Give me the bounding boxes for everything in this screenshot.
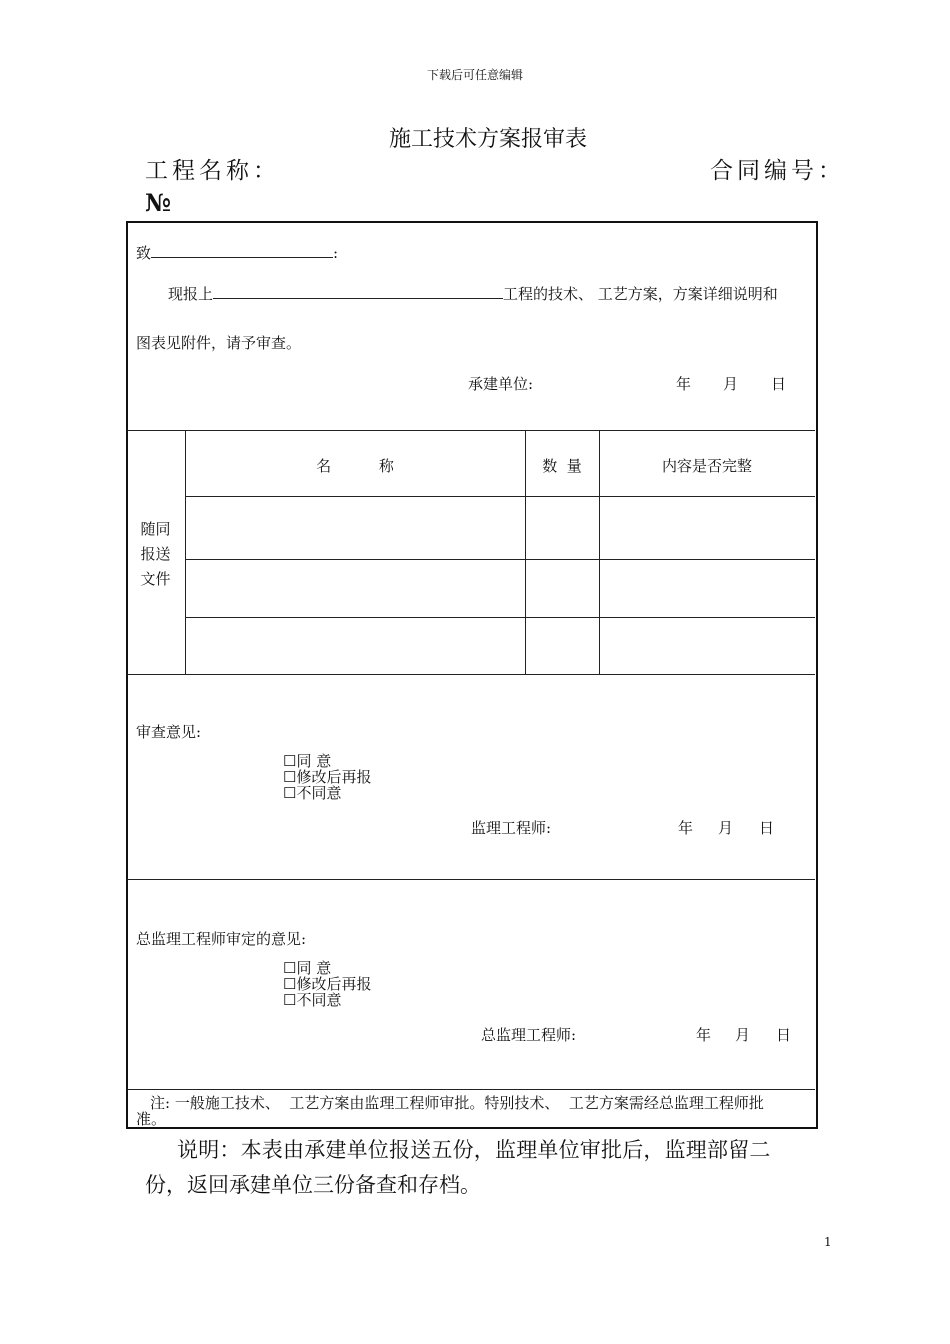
explanation-line-1: 说明：本表由承建单位报送五份，监理单位审批后，监理部留二 [177,1138,771,1162]
divider-chief-review [127,1089,815,1090]
attach-side-label [126,517,185,592]
attach-side-label-1: 随同 [140,520,171,538]
attach-row3-complete-cell[interactable] [600,618,814,674]
col-header-complete: 内容是否完整 [661,457,752,475]
project-name-label: 工程名称： [145,158,280,184]
attach-side-label-3: 文件 [140,570,171,588]
explanation-line-2: 份，返回承建单位三份备查和存档。 [145,1173,481,1197]
header-note: 下载后可任意编辑 [426,68,523,82]
form-table [126,221,818,1129]
to-line [136,242,338,263]
chief-option-disagree[interactable]: ☐不同意 [283,991,342,1009]
review-option-disagree[interactable]: ☐不同意 [283,784,342,802]
attach-row1-complete-cell[interactable] [600,497,814,559]
attach-row1-qty-cell[interactable] [526,497,598,559]
attach-row2-complete-cell[interactable] [600,560,814,617]
to-prefix: 致 [136,244,152,262]
contractor-label: 承建单位: [468,375,534,393]
contractor-date-year: 年 [676,375,692,393]
submit-line [168,283,778,304]
page-title: 施工技术方案报审表 [388,127,587,152]
attach-row2-qty-cell[interactable] [526,560,598,617]
attach-row3-name-cell[interactable] [186,618,524,674]
review-signer-label: 监理工程师: [471,819,552,837]
project-name-field[interactable] [213,284,503,299]
note-line-2: 准。 [136,1110,167,1128]
number-sign: № [145,188,172,217]
chief-signer-label: 总监理工程师: [481,1026,577,1044]
chief-date-year: 年 [696,1026,712,1044]
chief-option-resubmit[interactable]: ☐修改后再报 [283,975,372,993]
divider-review [127,879,815,880]
col-header-qty: 数 量 [542,457,582,475]
chief-option-agree[interactable]: ☐同 意 [283,959,332,977]
attach-row1-name-cell[interactable] [186,497,524,559]
review-option-agree[interactable]: ☐同 意 [283,752,332,770]
divider-attachments [127,674,815,675]
chief-review-label: 总监理工程师审定的意见: [136,930,307,948]
review-option-resubmit[interactable]: ☐修改后再报 [283,768,372,786]
attach-row3-qty-cell[interactable] [526,618,598,674]
review-label: 审查意见: [136,723,202,741]
review-options [283,753,371,801]
attach-row2-name-cell[interactable] [186,560,524,617]
attach-side-label-2: 报送 [140,545,171,563]
chief-review-options [283,960,371,1008]
review-date-day: 日 [759,819,775,837]
to-recipient-field[interactable] [151,243,333,258]
page-number: 1 [824,1235,832,1249]
to-suffix: : [333,244,339,262]
chief-date-day: 日 [776,1026,792,1044]
note-line-1: 注: 一般施工技术、 工艺方案由监理工程师审批。特别技术、 工艺方案需经总监理工程师批 [150,1094,764,1112]
contractor-date-day: 日 [771,375,787,393]
chief-date-month: 月 [735,1026,751,1044]
review-date-year: 年 [678,819,694,837]
contract-no-label: 合同编号： [710,158,845,184]
review-date-month: 月 [718,819,734,837]
submit-prefix: 现报上 [168,285,214,303]
divider-section1 [127,430,815,431]
col-header-name: 名 称 [316,457,394,475]
submit-suffix: 工程的技术、 工艺方案，方案详细说明和 [503,285,778,303]
contractor-date-month: 月 [723,375,739,393]
submit-line-2: 图表见附件，请予审查。 [136,334,302,352]
